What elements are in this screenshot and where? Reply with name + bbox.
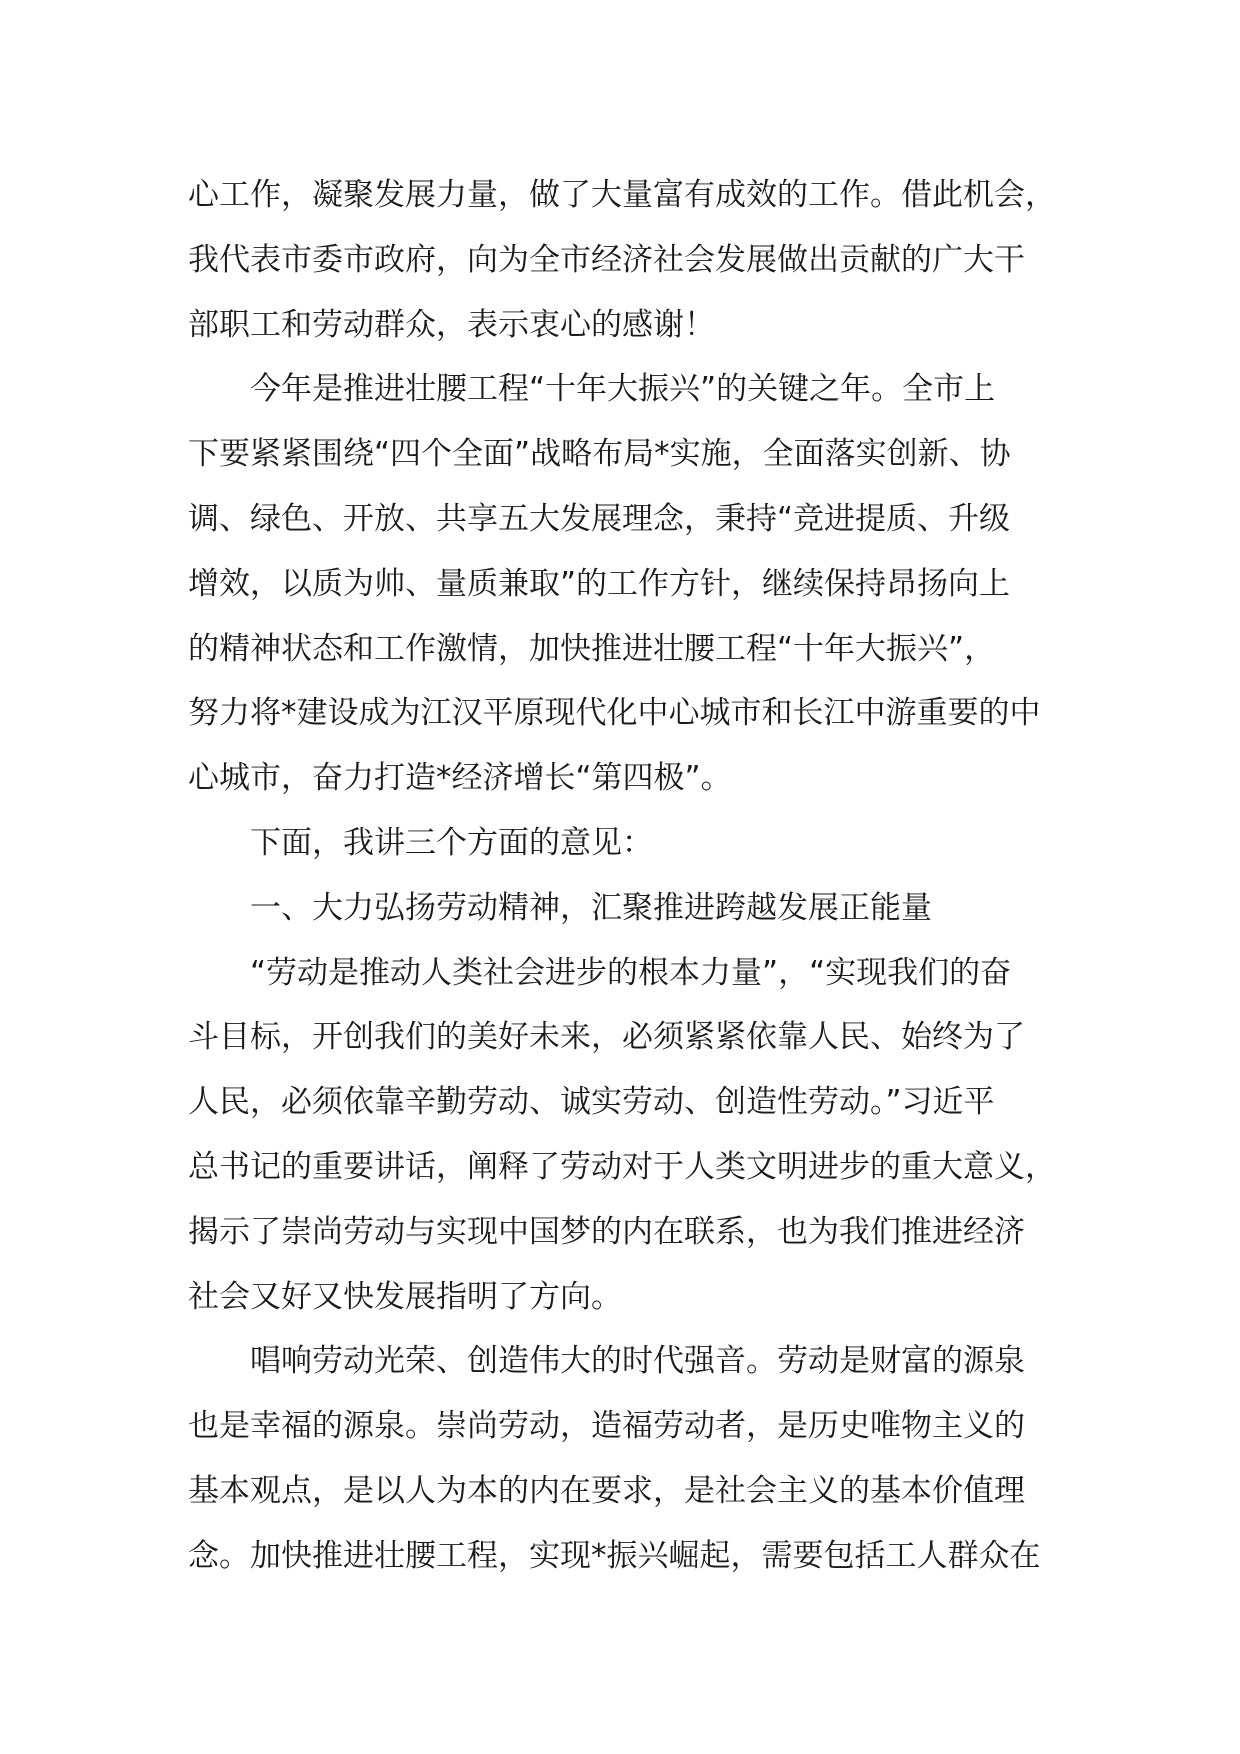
text-line: 努力将*建设成为江汉平原现代化中心城市和长江中游重要的中	[188, 695, 1041, 732]
text-line: 增效，以质为帅、量质兼取”的工作方针，继续保持昂扬向上	[188, 565, 1011, 602]
text-line: 心工作，凝聚发展力量，做了大量富有成效的工作。借此机会，	[188, 177, 1056, 213]
document-body	[188, 163, 1088, 1589]
text-line: 念。加快推进壮腰工程，实现*振兴崛起，需要包括工人群众在	[188, 1537, 1041, 1574]
text-line: 总书记的重要讲话，阐释了劳动对于人类文明进步的重大意义，	[188, 1148, 1056, 1185]
text-line: 下要紧紧围绕“四个全面”战略布局*实施，全面落实创新、协	[188, 436, 1011, 473]
text-line: 揭示了崇尚劳动与实现中国梦的内在联系，也为我们推进经济	[188, 1213, 1025, 1250]
text-line: 的精神状态和工作激情，加快推进壮腰工程“十年大振兴”，	[188, 630, 996, 667]
text-line: 社会又好又快发展指明了方向。	[188, 1278, 622, 1315]
text-line: 部职工和劳动群众，表示衷心的感谢！	[188, 306, 715, 343]
text-line: 斗目标，开创我们的美好未来，必须紧紧依靠人民、始终为了	[188, 1019, 1025, 1056]
section-heading: 一、大力弘扬劳动精神，汇聚推进跨越发展正能量	[250, 889, 932, 926]
text-line: 心城市，奋力打造*经济增长“第四极”。	[188, 760, 732, 797]
text-line: 人民，必须依靠辛勤劳动、诚实劳动、创造性劳动。”习近平	[188, 1084, 995, 1121]
paragraph-first-line: “劳动是推动人类社会进步的根本力量”，“实现我们的奋	[250, 954, 1012, 991]
paragraph-first-line: 下面，我讲三个方面的意见：	[250, 824, 653, 861]
paragraph-first-line: 唱响劳动光荣、创造伟大的时代强音。劳动是财富的源泉	[250, 1343, 1025, 1380]
paragraph-first-line: 今年是推进壮腰工程“十年大振兴”的关键之年。全市上	[250, 371, 996, 408]
text-line: 也是幸福的源泉。崇尚劳动，造福劳动者，是历史唯物主义的	[188, 1408, 1025, 1445]
text-line: 基本观点，是以人为本的内在要求，是社会主义的基本价值理	[188, 1472, 1025, 1509]
text-line: 调、绿色、开放、共享五大发展理念，秉持“竞进提质、升级	[188, 500, 1011, 537]
text-line: 我代表市委市政府，向为全市经济社会发展做出贡献的广大干	[188, 241, 1025, 278]
